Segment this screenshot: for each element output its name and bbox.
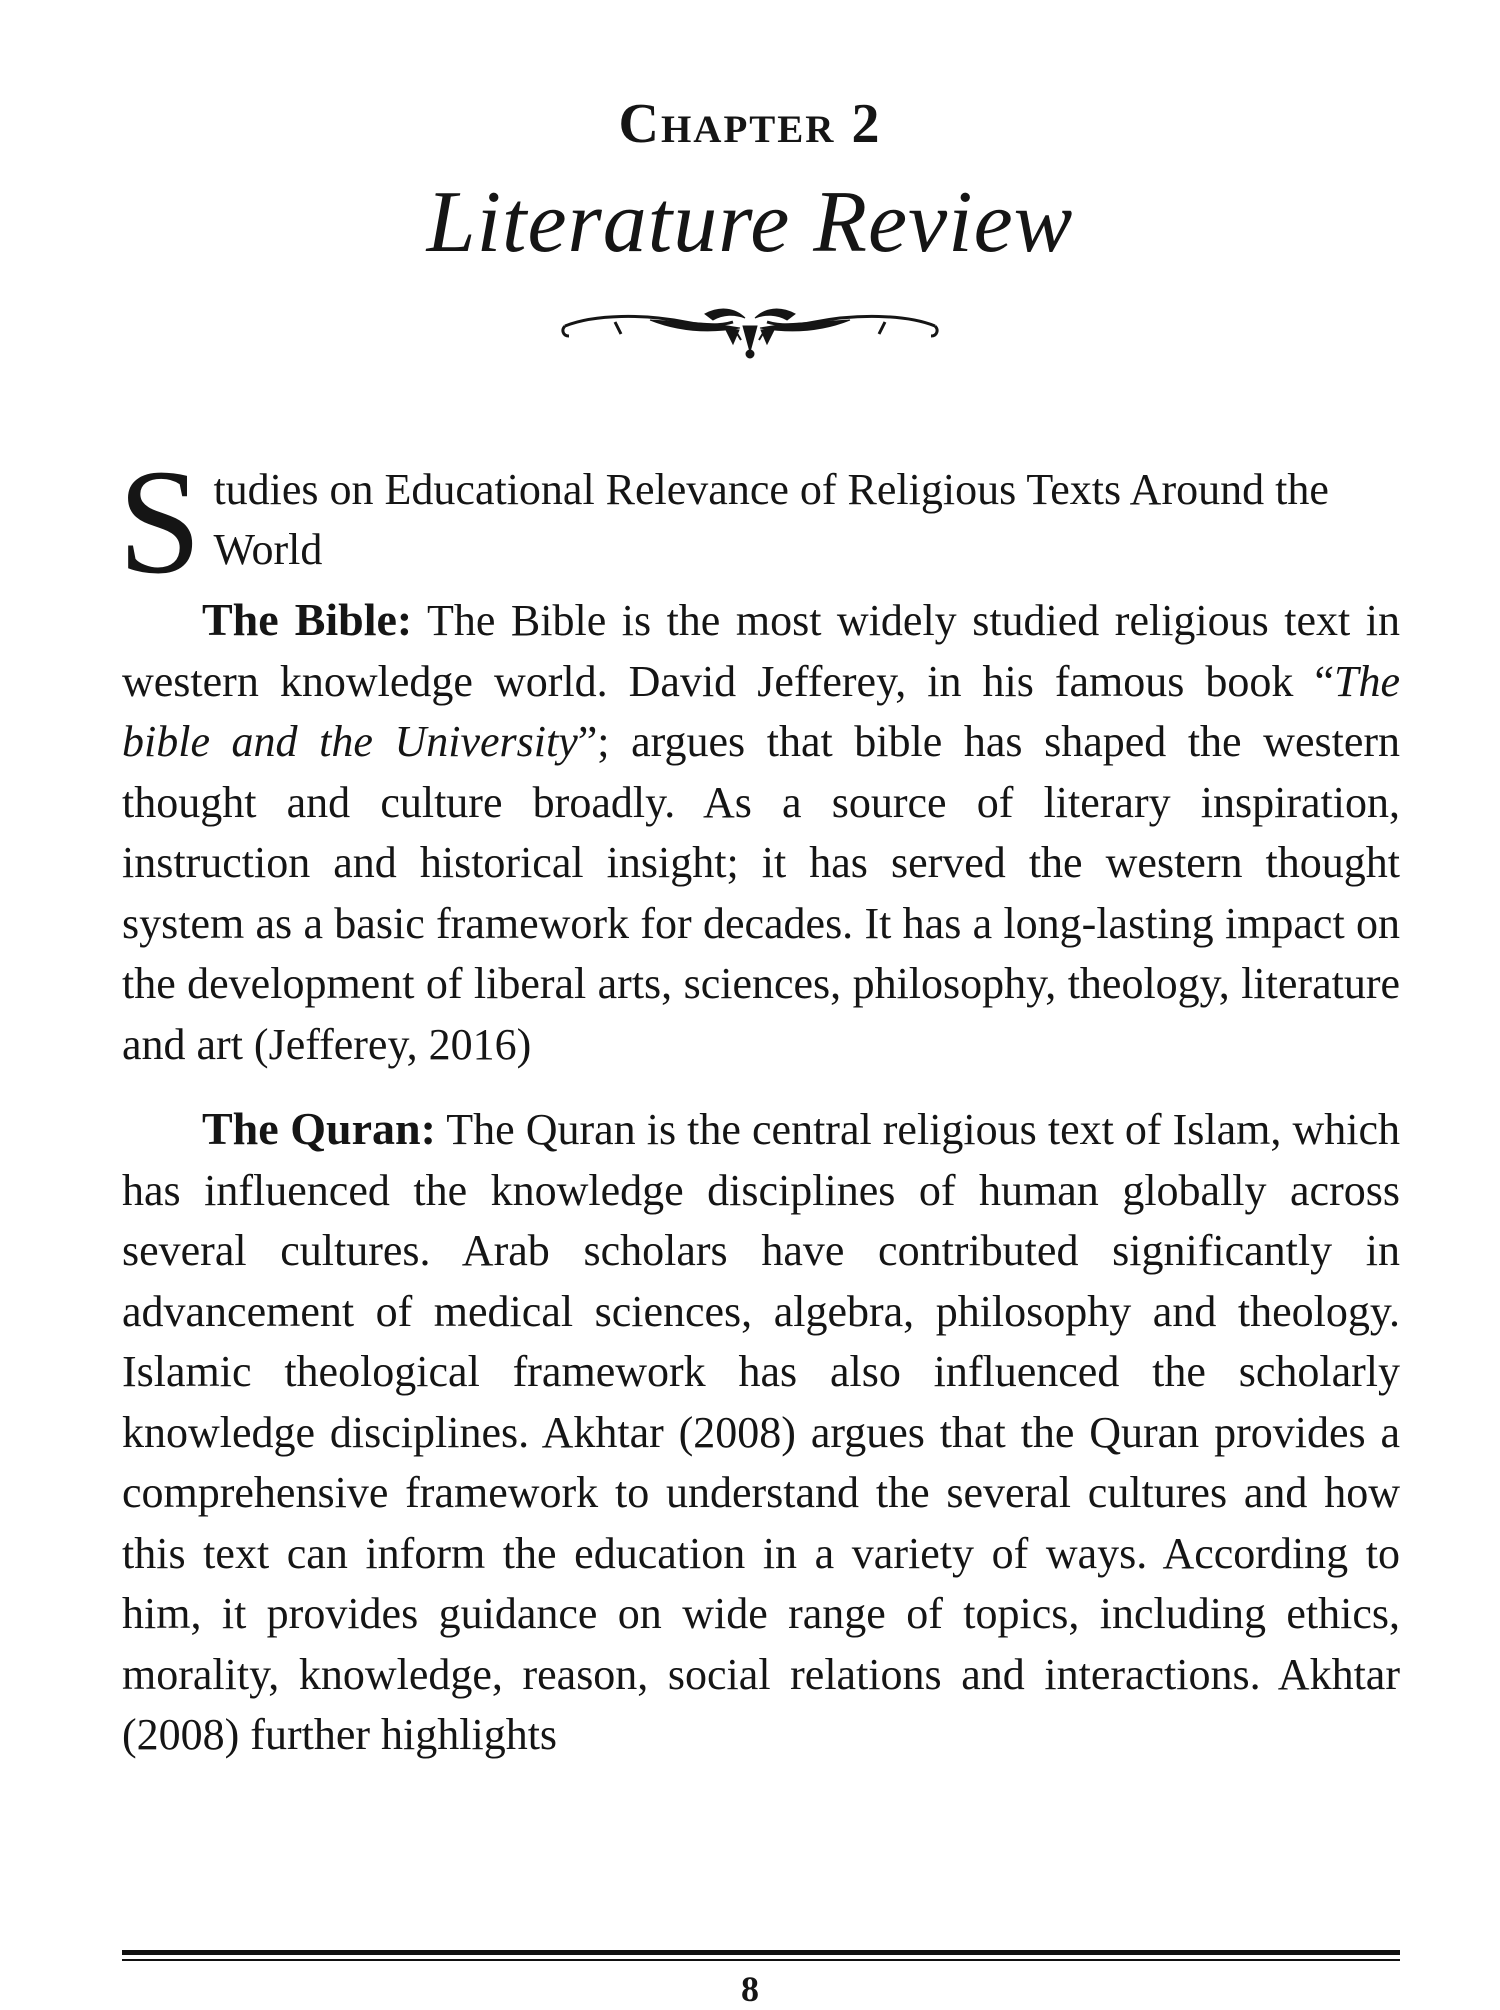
footer-rule-thin (122, 1959, 1400, 1961)
section-heading-text: tudies on Educational Relevance of Religious Texts Around the World (213, 465, 1329, 574)
paragraph-text-bible-part1: The Bible is the most widely studied religious text in western knowledge world. David Jefferey, in his famous book “ (122, 596, 1400, 706)
paragraph-quran (122, 1099, 1400, 1766)
paragraph-text-quran: The Quran is the central religious text of Islam, which has influenced the knowledge disciplines of human globally across several cultures. Arab scholars have contributed significantly in advancement of medical sciences, algebra, philosophy and theology. Islamic theological framework has also influenced the scholarly knowledge disciplines. Akhtar (2008) argues that the Quran provides a comprehensive framework to understand the several cultures and how this text can inform the education in a variety of ways. According to him, it provides guidance on wide range of topics, including ethics, morality, knowledge, reason, social relations and interactions. Akhtar (2008) further highlights (122, 1105, 1400, 1759)
drop-cap: S (118, 439, 202, 605)
ornament-flourish-icon (555, 300, 945, 360)
section-heading (118, 439, 1400, 605)
chapter-title: Literature Review (426, 174, 1074, 271)
book-title: The bible and the University (122, 656, 1400, 766)
paragraph-bible (122, 590, 1400, 1075)
paragraph-lead-bible: The Bible: (202, 594, 413, 645)
paragraph-text-bible-part2: ”; argues that bible has shaped the western thought and culture broadly. As a source of literary inspiration, instruction and historical insight; it has served the western thought system as a basic framework for decades. It has a long-lasting impact on the development of liberal arts, sciences, philosophy, theology, literature and art (Jefferey, 2016) (122, 717, 1401, 1069)
paragraph-lead-quran: The Quran: (202, 1103, 436, 1154)
footer-rule-thick (122, 1950, 1400, 1955)
chapter-number: Chapter 2 (618, 93, 882, 155)
body-text (118, 439, 1401, 1766)
footer-rule (122, 1950, 1400, 1961)
page-number: 8 (741, 1969, 759, 2009)
